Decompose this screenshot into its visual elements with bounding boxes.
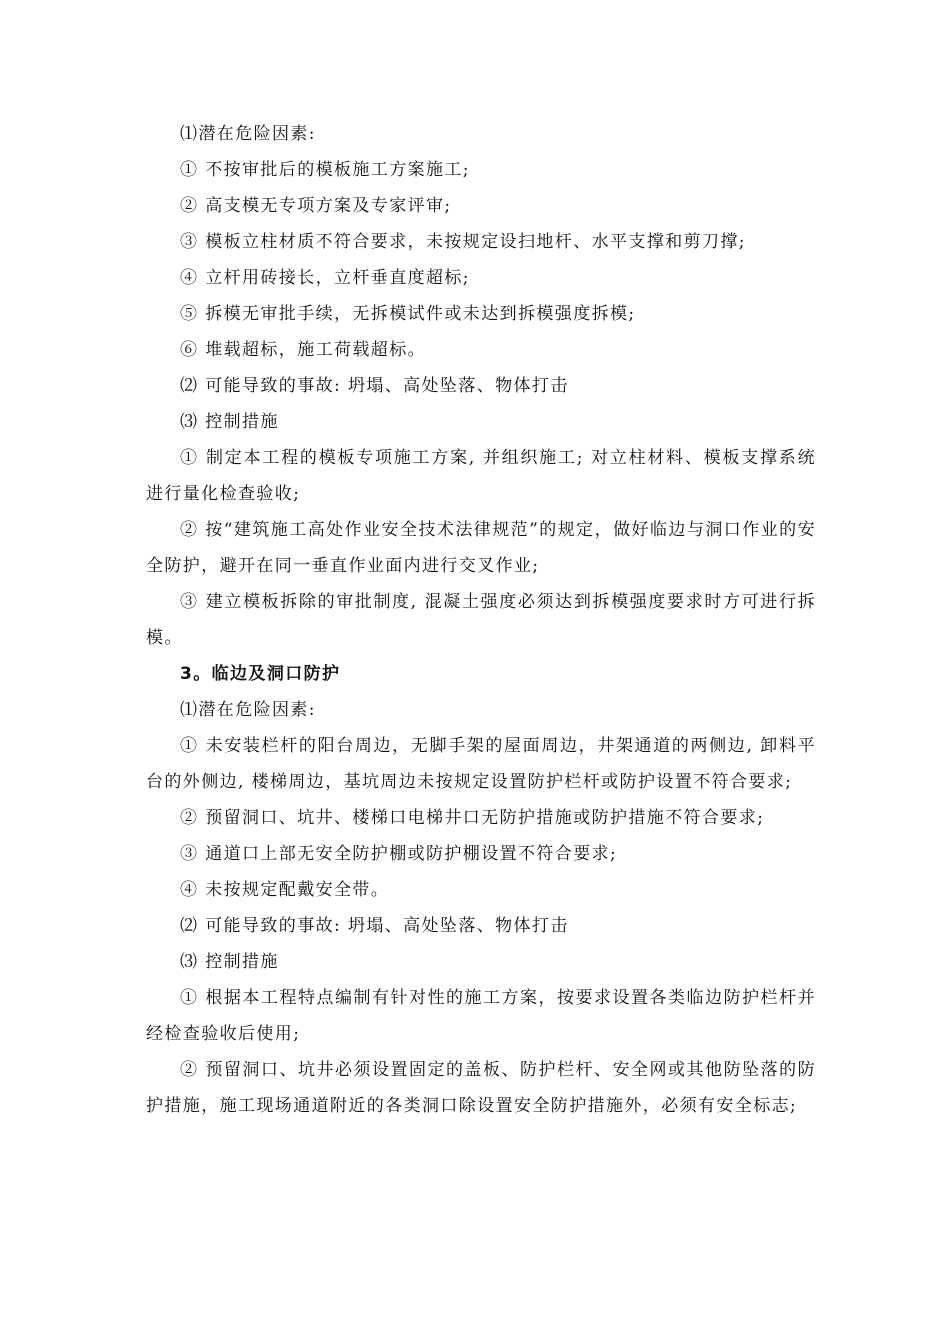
possible-accidents: ⑵ 可能导致的事故: 坍塌、高处坠落、物体打击 xyxy=(180,376,569,396)
control-measure-item: ① 制定本工程的模板专项施工方案, 并组织施工; 对立柱材料、模板支撑系统进行量化检查验收; xyxy=(146,448,816,504)
control-measure-item: ① 根据本工程特点编制有针对性的施工方案，按要求设置各类临边防护栏杆并经检查验收后使用; xyxy=(146,988,816,1044)
hazard-factors-label: ⑴潜在危险因素: xyxy=(180,700,316,720)
hazard-item: ⑤ 拆模无审批手续，无拆模试件或未达到拆模强度拆模; xyxy=(180,304,636,324)
hazard-item: ② 预留洞口、坑井、楼梯口电梯井口无防护措施或防护措施不符合要求; xyxy=(180,808,765,828)
hazard-item: ④ 立杆用砖接长，立杆垂直度超标; xyxy=(180,268,470,288)
hazard-factors-label: ⑴潜在危险因素: xyxy=(180,124,316,144)
control-measure-item: ③ 建立模板拆除的审批制度, 混凝土强度必须达到拆模强度要求时方可进行拆模。 xyxy=(146,592,816,648)
hazard-item: ① 不按审批后的模板施工方案施工; xyxy=(180,160,470,180)
section-heading: 3。临边及洞口防护 xyxy=(180,664,341,684)
control-measure-item: ② 按“建筑施工高处作业安全技术法律规范”的规定，做好临边与洞口作业的安全防护，避开在同一垂直作业面内进行交叉作业; xyxy=(146,520,816,576)
possible-accidents: ⑵ 可能导致的事故: 坍塌、高处坠落、物体打击 xyxy=(180,916,569,936)
hazard-item: ⑥ 堆载超标，施工荷载超标。 xyxy=(180,340,427,360)
hazard-item: ① 未安装栏杆的阳台周边，无脚手架的屋面周边，井架通道的两侧边, 卸料平台的外侧边, 楼梯周边，基坑周边未按规定设置防护栏杆或防护设置不符合要求; xyxy=(146,736,816,792)
control-measures-label: ⑶ 控制措施 xyxy=(180,952,279,972)
control-measure-item: ② 预留洞口、坑井必须设置固定的盖板、防护栏杆、安全网或其他防坠落的防护措施，施工现场通道附近的各类洞口除设置安全防护措施外，必须有安全标志; xyxy=(146,1060,816,1116)
hazard-item: ② 高支模无专项方案及专家评审; xyxy=(180,196,452,216)
hazard-item: ③ 通道口上部无安全防护棚或防护棚设置不符合要求; xyxy=(180,844,618,864)
control-measures-label: ⑶ 控制措施 xyxy=(180,412,279,432)
document-body xyxy=(146,116,816,1124)
hazard-item: ④ 未按规定配戴安全带。 xyxy=(180,880,390,900)
hazard-item: ③ 模板立柱材质不符合要求，未按规定设扫地杆、水平支撑和剪刀撑; xyxy=(180,232,746,252)
